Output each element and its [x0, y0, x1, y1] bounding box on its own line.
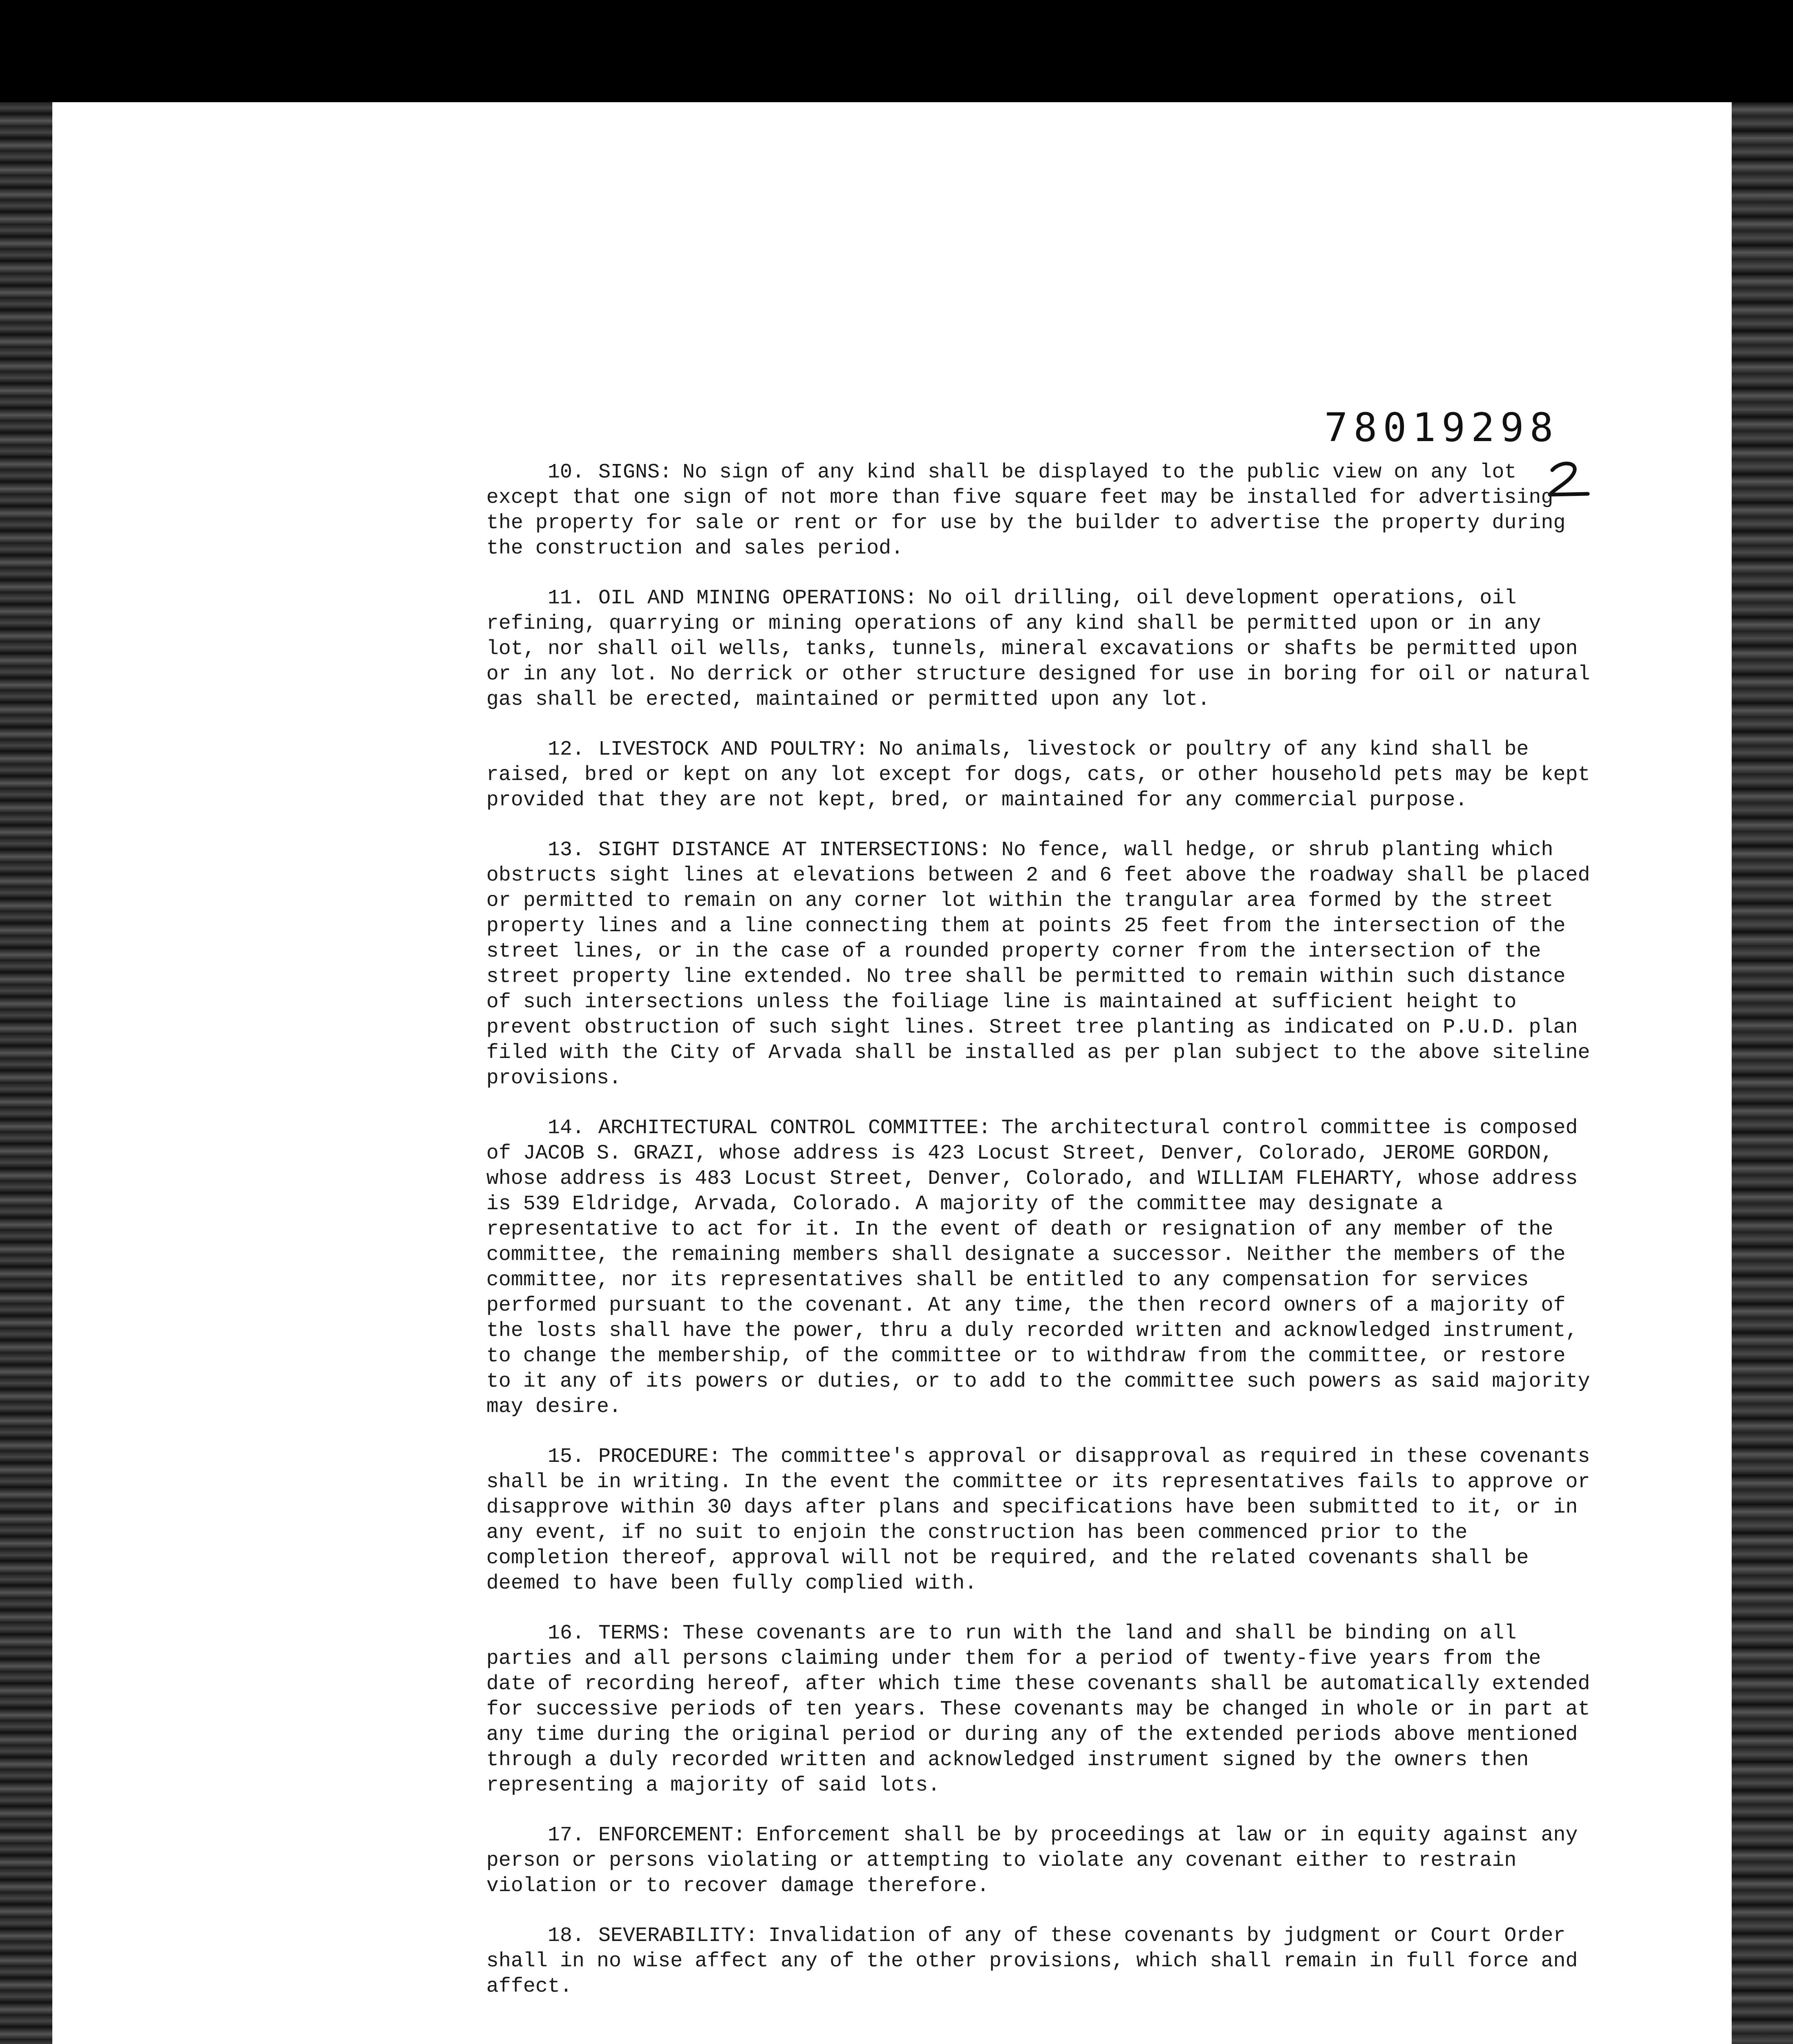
clause-number: 12. — [548, 738, 585, 761]
clause-heading: TERMS: — [598, 1622, 672, 1645]
clause-text: No animals, livestock or poultry of any kind shall be raised, bred or kept on any lot except for dogs, cats, or other household pets may be kept provided that they are not kept, bred, or maintained for any commercial purpose. — [486, 738, 1590, 812]
clause-13 — [486, 838, 1598, 1091]
clause-heading: ENFORCEMENT: — [598, 1824, 746, 1847]
clause-number: 11. — [548, 587, 585, 610]
clause-text: The committee's approval or disapproval as required in these covenants shall be in writing. In the event the committee or its representatives fails to approve or disapprove within 30 days after plans and specifications have been submitted to it, or in any event, if no suit to enjoin the construction has been commenced prior to the completion thereof, approval will not be required, and the related covenants shall be deemed to have been fully complied with. — [486, 1445, 1590, 1595]
clause-text: Enforcement shall be by proceedings at law or in equity against any person or persons violating or attempting to violate any covenant either to restrain violation or to recover damage therefore. — [486, 1824, 1578, 1898]
clause-heading: SIGHT DISTANCE AT INTERSECTIONS: — [598, 838, 991, 862]
scan-right-border — [1732, 102, 1793, 2044]
clause-number: 16. — [548, 1622, 585, 1645]
clause-number: 18. — [548, 1924, 585, 1948]
clause-12 — [486, 737, 1598, 813]
scan-top-border — [0, 0, 1793, 102]
clause-heading: LIVESTOCK AND POULTRY: — [598, 738, 869, 761]
clause-15 — [486, 1444, 1598, 1596]
clause-14 — [486, 1116, 1598, 1420]
clause-16 — [486, 1621, 1598, 1798]
clause-heading: ARCHITECTURAL CONTROL COMMITTEE: — [598, 1116, 991, 1140]
clause-text: These covenants are to run with the land and shall be binding on all parties and all persons claiming under them for a period of twenty-five years from the date of recording hereof, after which time these covenants shall be automatically extended for successive periods of ten years. These covenants may be changed in whole or in part at any time during the original period or during any of the extended periods above mentioned through a duly recorded written and acknowledged instrument signed by the owners then representing a majority of said lots. — [486, 1622, 1590, 1797]
clause-heading: OIL AND MINING OPERATIONS: — [598, 587, 918, 610]
clause-number: 13. — [548, 838, 585, 862]
clause-text: No oil drilling, oil development operations, oil refining, quarrying or mining operations of any kind shall be permitted upon or in any lot, nor shall oil wells, tanks, tunnels, mineral excavations or shafts be permitted upon or in any lot. No derrick or other structure designed for use in boring for oil or natural gas shall be erected, maintained or permitted upon any lot. — [486, 587, 1590, 711]
clause-text: The architectural control committee is composed of JACOB S. GRAZI, whose address is 423 Locust Street, Denver, Colorado, JEROME GORDON, whose address is 483 Locust Street, Denver, Colorado, and WILLIAM FLEHARTY, whose address is 539 Eldridge, Arvada, Colorado. A majority of the committee may designate a representative to act for it. In the event of death or resignation of any member of the committee, the remaining members shall designate a successor. Neither the members of the committee, nor its representatives shall be entitled to any compensation for services performed pursuant to the covenant. At any time, the then record owners of a majority of the losts shall have the power, thru a duly recorded written and acknowledged instrument, to change the membership, of the committee or to withdraw from the committee, or restore to it any of its powers or duties, or to add to the committee such powers as said majority may desire. — [486, 1116, 1590, 1419]
clause-heading: SIGNS: — [598, 461, 672, 484]
recording-number: 78019298 — [1324, 405, 1559, 450]
clause-text: Invalidation of any of these covenants by judgment or Court Order shall in no wise affect any of the other provisions, which shall remain in full force and affect. — [486, 1924, 1578, 1998]
clause-10 — [486, 460, 1598, 561]
clause-17 — [486, 1823, 1598, 1899]
clause-number: 15. — [548, 1445, 585, 1468]
clause-heading: PROCEDURE: — [598, 1445, 721, 1468]
clause-heading: SEVERABILITY: — [598, 1924, 758, 1948]
clause-text: No fence, wall hedge, or shrub planting which obstructs sight lines at elevations between 2 and 6 feet above the roadway shall be placed or permitted to remain on any corner lot within the trangular area formed by the street property lines and a line connecting them at points 25 feet from the intersection of the street lines, or in the case of a rounded property corner from the intersection of the street property line extended. No tree shall be permitted to remain within such distance of such intersections unless the foiliage line is maintained at sufficient height to prevent obstruction of such sight lines. Street tree planting as indicated on P.U.D. plan filed with the City of Arvada shall be installed as per plan subject to the above siteline provisions. — [486, 838, 1590, 1090]
clause-18 — [486, 1923, 1598, 1999]
clause-number: 10. — [548, 461, 585, 484]
clause-number: 14. — [548, 1116, 585, 1140]
clause-number: 17. — [548, 1824, 585, 1847]
clause-text: No sign of any kind shall be displayed to the public view on any lot except that one sign of not more than five square feet may be installed for advertising the property for sale or rent or for use by the builder to advertise the property during the construction and sales period. — [486, 461, 1566, 560]
scan-left-border — [0, 102, 52, 2044]
covenant-clauses — [486, 460, 1598, 2024]
clause-11 — [486, 586, 1598, 713]
